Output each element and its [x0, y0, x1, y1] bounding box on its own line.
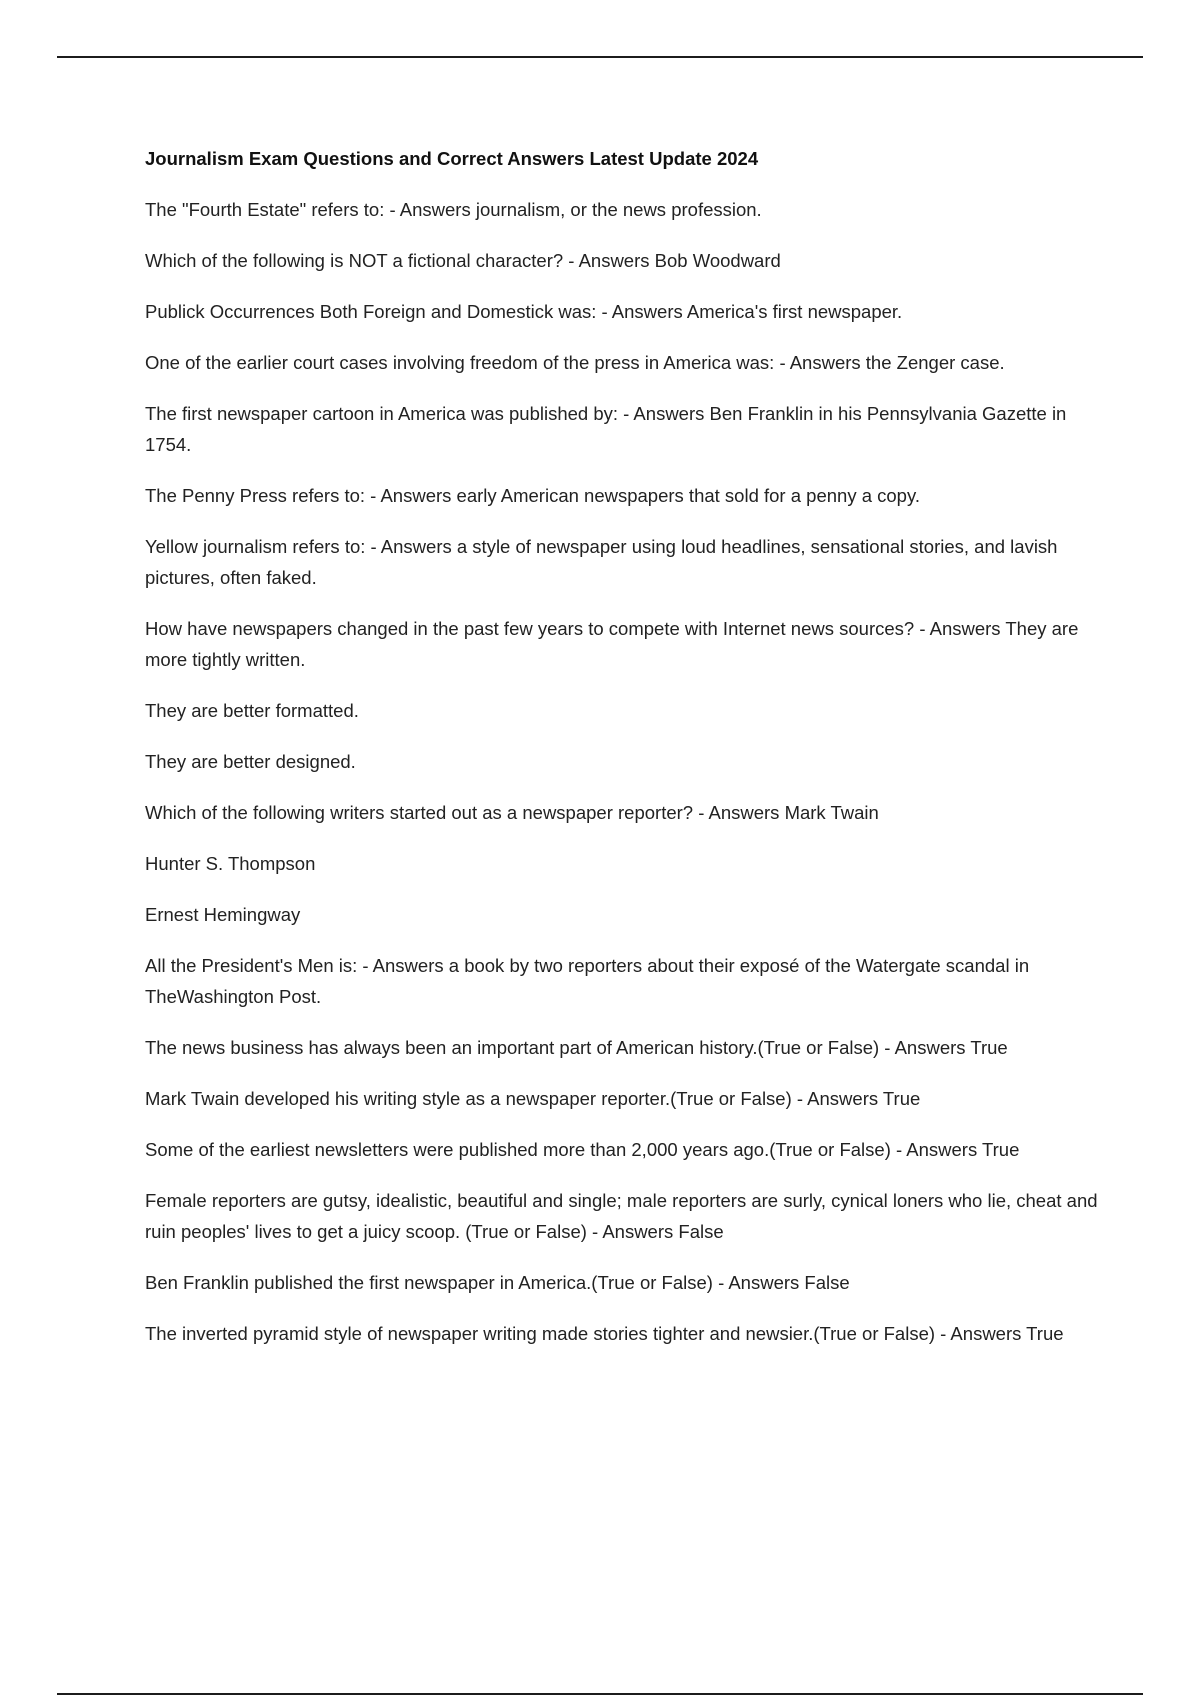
qa-paragraph: All the President's Men is: - Answers a book by two reporters about their exposé of the Watergate scandal in TheWashington Post.: [145, 955, 1030, 1007]
qa-paragraph: Which of the following writers started out as a newspaper reporter? - Answers Mark Twain: [145, 802, 879, 823]
qa-paragraph: The Penny Press refers to: - Answers early American newspapers that sold for a penny a copy.: [145, 485, 920, 506]
qa-paragraph: Hunter S. Thompson: [145, 853, 316, 874]
qa-paragraph: The inverted pyramid style of newspaper writing made stories tighter and newsier.(True or False) - Answers True: [145, 1323, 1064, 1344]
qa-paragraph: Some of the earliest newsletters were published more than 2,000 years ago.(True or False) - Answers True: [145, 1139, 1020, 1160]
qa-paragraph: One of the earlier court cases involving freedom of the press in America was: - Answers the Zenger case.: [145, 352, 1005, 373]
question-answer-list: [145, 194, 1100, 1349]
qa-paragraph: Ben Franklin published the first newspaper in America.(True or False) - Answers False: [145, 1272, 850, 1293]
document-title: Journalism Exam Questions and Correct Answers Latest Update 2024: [145, 148, 759, 169]
qa-paragraph: Ernest Hemingway: [145, 904, 301, 925]
qa-paragraph: Mark Twain developed his writing style as a newspaper reporter.(True or False) - Answers True: [145, 1088, 921, 1109]
qa-paragraph: How have newspapers changed in the past few years to compete with Internet news sources? - Answers They are more tightly written.: [145, 618, 1079, 670]
qa-paragraph: The first newspaper cartoon in America was published by: - Answers Ben Franklin in his Pennsylvania Gazette in 1754.: [145, 403, 1067, 455]
qa-paragraph: The news business has always been an important part of American history.(True or False) - Answers True: [145, 1037, 1008, 1058]
qa-paragraph: They are better designed.: [145, 751, 356, 772]
qa-paragraph: Publick Occurrences Both Foreign and Domestick was: - Answers America's first newspaper.: [145, 301, 903, 322]
qa-paragraph: Yellow journalism refers to: - Answers a style of newspaper using loud headlines, sensational stories, and lavish pictures, often faked.: [145, 536, 1058, 588]
qa-paragraph: Which of the following is NOT a fictional character? - Answers Bob Woodward: [145, 250, 781, 271]
qa-paragraph: They are better formatted.: [145, 700, 359, 721]
document-body: [145, 146, 1100, 1369]
footer-divider: [57, 1693, 1143, 1695]
qa-paragraph: The "Fourth Estate" refers to: - Answers journalism, or the news profession.: [145, 199, 762, 220]
header-divider: [57, 56, 1143, 58]
qa-paragraph: Female reporters are gutsy, idealistic, beautiful and single; male reporters are surly, cynical loners who lie, cheat and ruin peoples' lives to get a juicy scoop. (True or False) - Answers False: [145, 1190, 1098, 1242]
